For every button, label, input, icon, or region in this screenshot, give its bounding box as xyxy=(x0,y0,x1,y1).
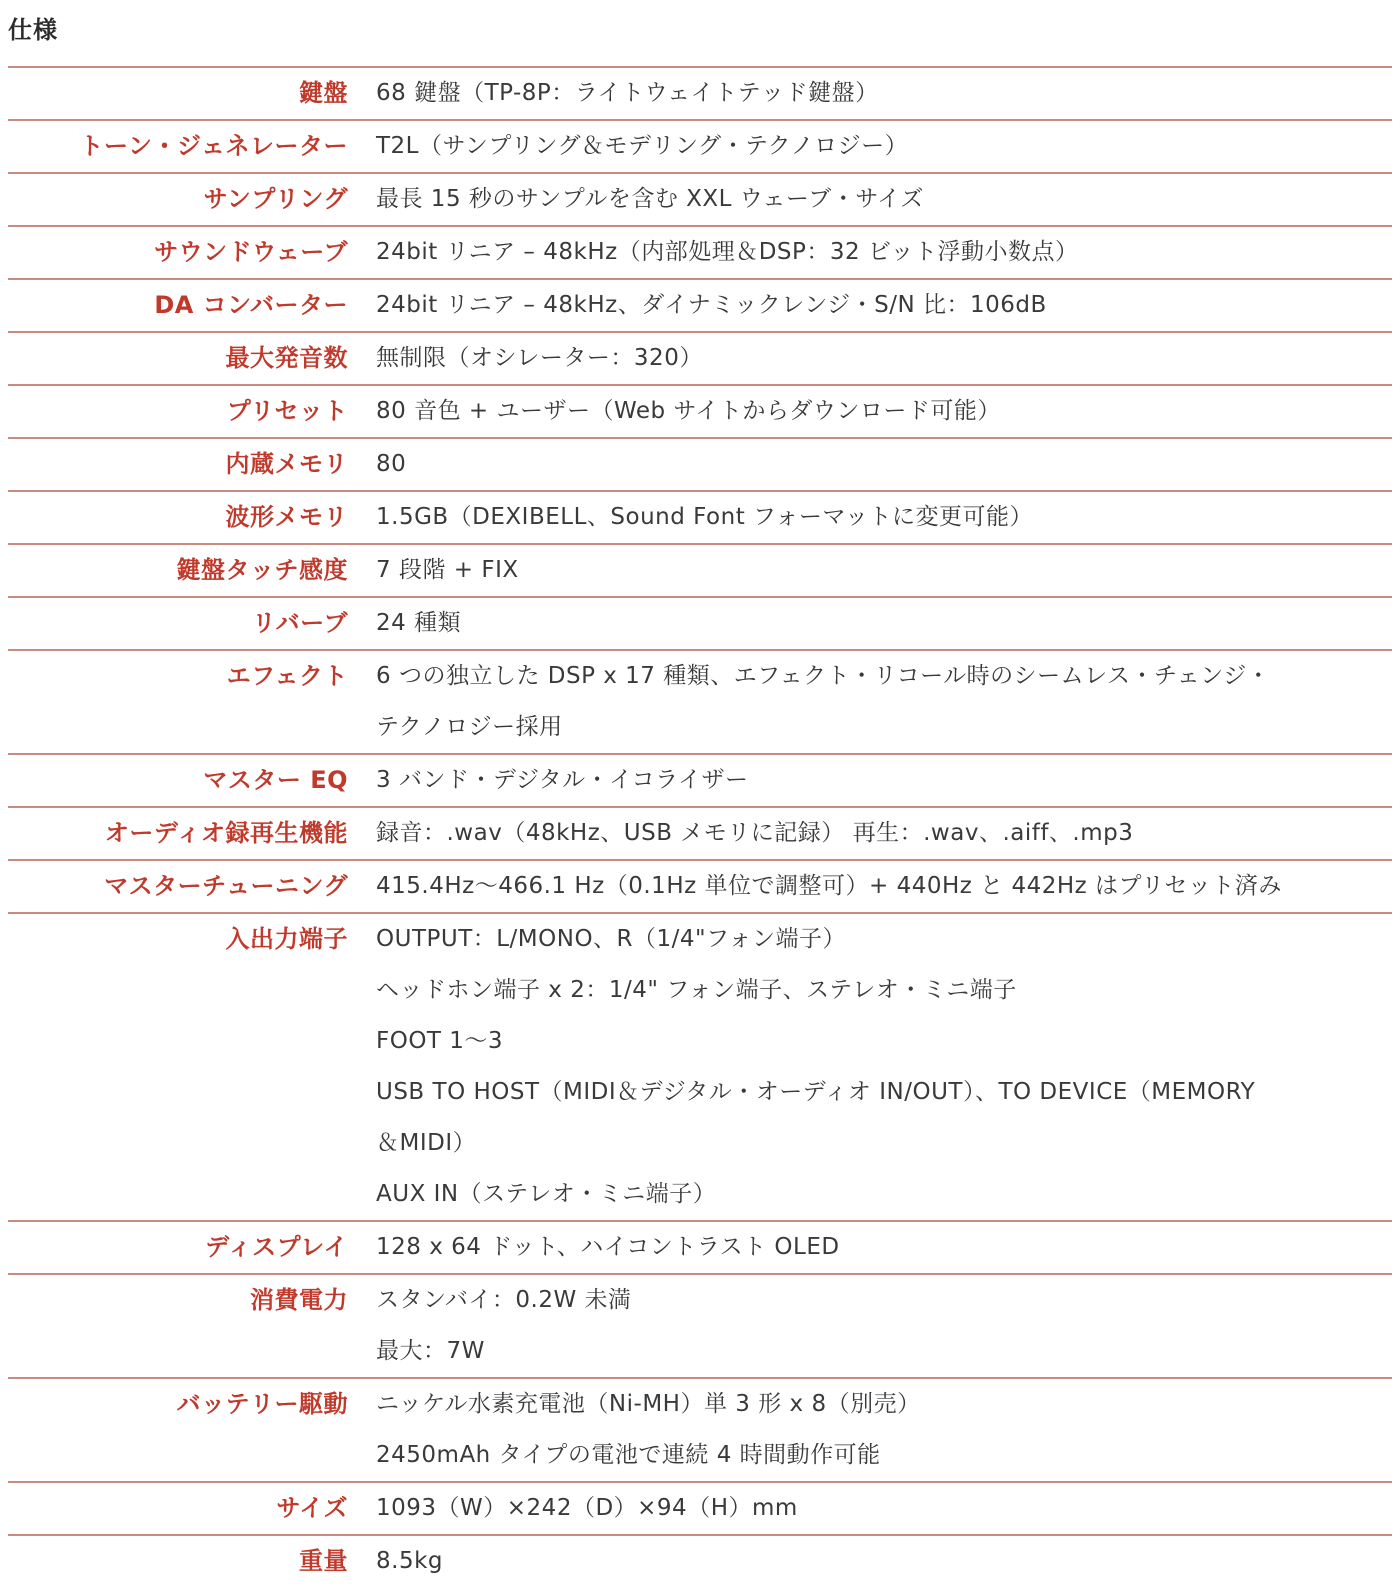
spec-value-line: USB TO HOST（MIDI＆デジタル・オーディオ IN/OUT）、TO DEVICE（MEMORY xyxy=(376,1079,1256,1105)
spec-values xyxy=(348,861,1392,912)
spec-values xyxy=(348,227,1392,278)
spec-value-line: スタンバイ：0.2W 未満 xyxy=(376,1287,632,1313)
spec-label: DA コンバーター xyxy=(154,291,348,319)
spec-row xyxy=(8,1534,1392,1587)
spec-label: 入出力端子 xyxy=(225,925,348,953)
spec-label: ディスプレイ xyxy=(205,1233,348,1261)
spec-value-line: 24bit リニア – 48kHz、ダイナミックレンジ・S/N 比：106dB xyxy=(376,292,1047,318)
spec-row xyxy=(8,331,1392,384)
spec-value-line: 80 音色 + ユーザー（Web サイトからダウンロード可能） xyxy=(376,398,1001,424)
spec-value-line: 6 つの独立した DSP x 17 種類、エフェクト・リコール時のシームレス・チェンジ・ xyxy=(376,663,1271,689)
spec-values xyxy=(348,755,1392,806)
spec-value-line: 24bit リニア – 48kHz（内部処理＆DSP：32 ビット浮動小数点） xyxy=(376,239,1079,265)
spec-row xyxy=(8,649,1392,753)
spec-row xyxy=(8,119,1392,172)
spec-label: プリセット xyxy=(226,397,348,425)
spec-values xyxy=(348,598,1392,649)
page-title: 仕様 xyxy=(8,16,58,44)
spec-label: 鍵盤 xyxy=(299,79,348,107)
spec-values xyxy=(348,174,1392,225)
spec-value-line: ＆MIDI） xyxy=(376,1130,477,1156)
spec-value-line: ヘッドホン端子 x 2：1/4" フォン端子、ステレオ・ミニ端子 xyxy=(376,977,1017,1003)
spec-table xyxy=(8,66,1392,1587)
spec-values xyxy=(348,333,1392,384)
spec-row xyxy=(8,1377,1392,1481)
spec-label: マスターチューニング xyxy=(104,872,348,900)
spec-label: マスター EQ xyxy=(203,766,348,794)
spec-value-line: AUX IN（ステレオ・ミニ端子） xyxy=(376,1181,717,1207)
spec-values xyxy=(348,1275,1392,1377)
spec-row xyxy=(8,859,1392,912)
spec-value-line: FOOT 1～3 xyxy=(376,1028,504,1054)
spec-value-line: 2450mAh タイプの電池で連続 4 時間動作可能 xyxy=(376,1442,881,1468)
spec-label: リバーブ xyxy=(251,609,348,637)
spec-row xyxy=(8,490,1392,543)
spec-row xyxy=(8,1481,1392,1534)
spec-value-line: ニッケル水素充電池（Ni-MH）単 3 形 x 8（別売） xyxy=(376,1391,921,1417)
spec-label: 鍵盤タッチ感度 xyxy=(176,556,348,584)
spec-row xyxy=(8,384,1392,437)
spec-value-line: 415.4Hz～466.1 Hz（0.1Hz 単位で調整可）+ 440Hz と 442Hz はプリセット済み xyxy=(376,873,1282,899)
spec-row xyxy=(8,172,1392,225)
spec-values xyxy=(348,439,1392,490)
spec-value-line: 最大：7W xyxy=(376,1338,485,1364)
spec-values xyxy=(348,280,1392,331)
spec-row xyxy=(8,66,1392,119)
spec-row xyxy=(8,278,1392,331)
spec-value-line: 68 鍵盤（TP-8P：ライトウェイトテッド鍵盤） xyxy=(376,80,879,106)
spec-value-line: 24 種類 xyxy=(376,610,462,636)
spec-value-line: 1.5GB（DEXIBELL、Sound Font フォーマットに変更可能） xyxy=(376,504,1033,530)
spec-value-line: 80 xyxy=(376,451,407,477)
spec-value-line: OUTPUT：L/MONO、R（1/4"フォン端子） xyxy=(376,926,846,952)
spec-values xyxy=(348,651,1392,753)
spec-row xyxy=(8,753,1392,806)
spec-values xyxy=(348,1536,1392,1587)
spec-value-line: 1093（W）×242（D）×94（H）mm xyxy=(376,1495,798,1521)
spec-values xyxy=(348,1483,1392,1534)
spec-row xyxy=(8,543,1392,596)
spec-value-line: 7 段階 + FIX xyxy=(376,557,519,583)
spec-label: バッテリー駆動 xyxy=(176,1390,348,1418)
spec-label: サンプリング xyxy=(203,185,348,213)
spec-label: 波形メモリ xyxy=(225,503,348,531)
spec-value-line: 最長 15 秒のサンプルを含む XXL ウェーブ・サイズ xyxy=(376,186,924,212)
spec-values xyxy=(348,386,1392,437)
spec-value-line: 128 x 64 ドット、ハイコントラスト OLED xyxy=(376,1234,840,1260)
spec-label: 最大発音数 xyxy=(225,344,348,372)
spec-values xyxy=(348,121,1392,172)
spec-row xyxy=(8,596,1392,649)
spec-label: オーディオ録再生機能 xyxy=(104,819,348,847)
spec-values xyxy=(348,1379,1392,1481)
spec-row xyxy=(8,1220,1392,1273)
spec-values xyxy=(348,68,1392,119)
spec-row xyxy=(8,225,1392,278)
spec-label: 重量 xyxy=(299,1547,348,1575)
spec-values xyxy=(348,545,1392,596)
spec-value-line: T2L（サンプリング＆モデリング・テクノロジー） xyxy=(376,133,909,159)
spec-row xyxy=(8,806,1392,859)
spec-label: サイズ xyxy=(276,1494,348,1522)
spec-values xyxy=(348,1222,1392,1273)
spec-values xyxy=(348,492,1392,543)
spec-row xyxy=(8,437,1392,490)
spec-value-line: 8.5kg xyxy=(376,1548,443,1574)
spec-label: 消費電力 xyxy=(250,1286,348,1314)
spec-label: トーン・ジェネレーター xyxy=(79,132,348,160)
spec-value-line: テクノロジー採用 xyxy=(376,714,563,740)
spec-row xyxy=(8,912,1392,1220)
spec-value-line: 3 バンド・デジタル・イコライザー xyxy=(376,767,749,793)
spec-values xyxy=(348,914,1392,1220)
spec-label: 内蔵メモリ xyxy=(225,450,348,478)
spec-row xyxy=(8,1273,1392,1377)
spec-value-line: 録音：.wav（48kHz、USB メモリに記録） 再生：.wav、.aiff、.mp3 xyxy=(376,820,1134,846)
spec-label: エフェクト xyxy=(226,662,348,690)
spec-value-line: 無制限（オシレーター：320） xyxy=(376,345,703,371)
spec-values xyxy=(348,808,1392,859)
spec-label: サウンドウェーブ xyxy=(154,238,348,266)
